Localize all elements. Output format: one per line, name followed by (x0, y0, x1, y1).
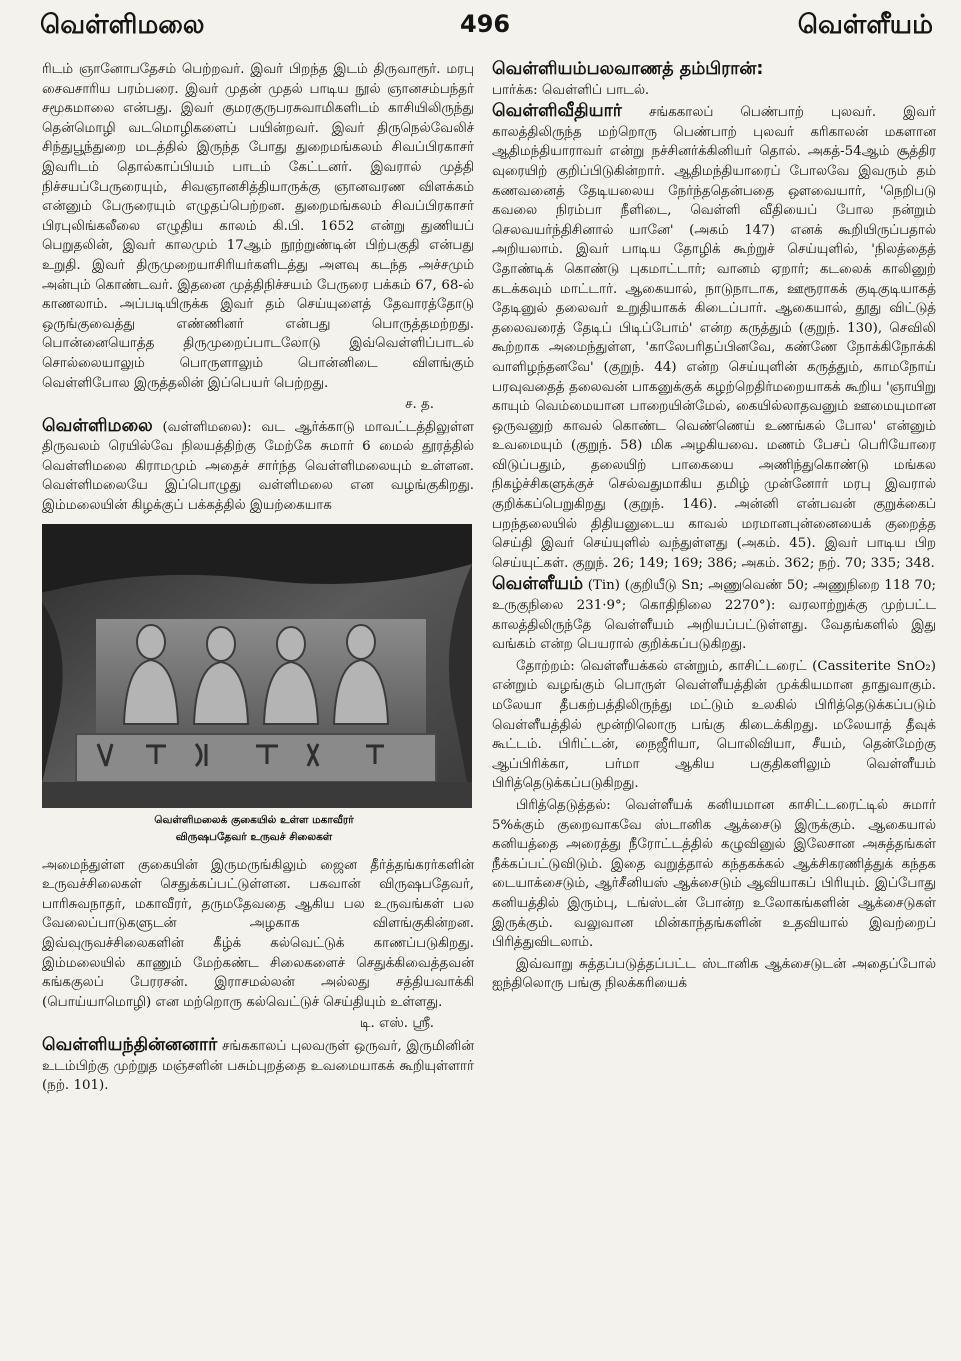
cave-sculpture-photo (42, 524, 472, 808)
entry-text: (வள்ளிமலை): வட ஆர்க்காடு மாவட்டத்திலுள்ள திருவலம் ரெயில்வே நிலயத்திற்கு மேற்கே சுமார் 6 மைல் தூரத்தில் வெள்ளிமலை கிராமமும் அதைச் சார்ந்த வெள்ளிமலையும் உள்ளன. வெள்ளிமலையே இப்பொழுது வள்ளிமலை என வழங்குகிறது. இம்மலையின் கிழக்குப் பக்கத்தில் இயற்கையாக (42, 419, 474, 514)
entry-text: (Tin) (குறியீடு Sn; அணுவெண் 50; அணுநிறை 118 70; உருகுநிலை 231·9°; கொதிநிலை 2270°): வரலாற்றுக்கு முற்பட்ட காலத்திலிருந்தே வெள்ளீயம் அறியப்பட்டுள்ளது. வேதங்களில் இது வங்கம் என்ற பெயரால் குறிக்கப்படுகிறது. (492, 578, 936, 653)
right-column (492, 60, 936, 1351)
paragraph-extraction: பிரித்தெடுத்தல்: வெள்ளீயக் கனியமான காசிட்டரைட்டில் சுமார் 5%க்கும் குறைவாகவே ஸ்டானிக ஆக்சைடு இருக்கும். ஆகையால் கனியத்தை அரைத்து நீரோட்டத்தில் கழுவினுல் இலேசான அசுத்தங்கள் நீக்கப்பட்டுவிடும். இதை வறுத்தால் கந்தகக்கல் ஆக்சிகரணித்துக் கந்தக டையாக்சைடும், ஆர்சீனியஸ் ஆக்சைடும் ஆவியாகப் பிரியும். இப்போது கனியத்தில் இரும்பு, டங்ஸ்டன் போன்ற உலோகங்களின் ஆக்சைடுகள் இருக்கும். வலுவான மின்காந்தங்களின் உதவியால் இவற்றைப் பிரித்துவிடலாம். (492, 797, 936, 951)
page-number: 496 (460, 10, 511, 38)
entry-text: சங்ககாலப் புலவருள் ஒருவர், இருமினின் உடம்பிற்கு முற்றுத மஞ்சளின் பசும்புறத்தை உவமையாகக் கூறியுள்ளார் (நற். 101). (42, 1039, 474, 1094)
entry-vellividhiyar (492, 102, 936, 573)
entry-cave-description (42, 856, 474, 1013)
entry-headword: வெள்ளியந்தின்னனார் (42, 1035, 218, 1055)
figure-caption-line1: வெள்ளிமலைக் குகையில் உள்ள மகாவீரர் (154, 813, 354, 826)
author-signature: டி. எஸ். ஸ்ரீ. (359, 1016, 434, 1032)
entry-headword: வெள்ளிவீதியார் (492, 101, 622, 122)
entry-velliyanthinnanar (42, 1036, 474, 1096)
left-column (42, 60, 474, 1351)
figure-caption (42, 812, 472, 846)
entry-velliyam-tin (492, 575, 936, 654)
entry-vellimalai (42, 417, 474, 516)
entry-text: ரிடம் ஞானோபதேசம் பெற்றவர். இவர் பிறந்த இடம் திருவாரூர். மரபு சைவசாரிய பரம்பரை. இவர் முதன் முதல் பாடிய நூல் ஞானசம்பந்தர் சமூகமாலை என்பது. இவர் குமரகுருபரசுவாமிகளிடம் காசியிலிருந்து தென்மொழி வடமொழிகளைப் பயின்றவர். இவர் திருநெல்வேலிச் சிந்துபூந்துறை மடத்தில் இருந்த போது துறைமங்கலம் சிவப்பிரகாசர் இவரிடம் தொல்காப்பியம் பாடம் கேட்டனர். இவரால் முத்தி நிச்சயப்பேருரையும், சிவஞானசித்தியாருக்கு ஞானவரண விளக்கம் என்னும் பேருரையும் எழுதப்பெற்றன. துறைமங்கலம் சிவப்பிரகாசர் பிரபுலிங்கலீலை எழுதிய காலம் கி.பி. 1652 என்று துணியப் பெறுதலின், இவர் காலமும் 17ஆம் நூற்றுண்டின் பிற்பகுதி என்பது உறுதி. இவர் திருமுறையாசிரியர்களிடத்து அளவு கடந்த அச்சமும் அன்பும் கொண்டவர். இதனை முத்திநிச்சயம் பேருரை பக்கம் 67, 68-ல் காணலாம். அப்படியிருக்க இவர் தம் செய்யுளைத் தேவாரத்தோடு ஒருங்குவைத்து எண்ணினர் என்பது பொருத்தமற்றது. பொன்னையொத்த திருமுறைப்பாடலோடு இவ்வெள்ளிப்பாடல் சொல்லையாலும் பொருளாலும் பொன்னிடை விளங்கும் வெள்ளிபோல இருத்தலின் இப்பெயர் பெற்றது. (42, 62, 474, 391)
entry-headword: வெள்ளியம்பலவாணத் தம்பிரான்: (492, 60, 764, 79)
entry-velliyambalavana (492, 60, 936, 100)
cave-sculpture-figure (42, 524, 472, 846)
entry-text: சங்ககாலப் பெண்பாற் புலவர். இவர் காலத்திலிருந்த மற்றொரு பெண்பாற் புலவர் கரிகாலன் மகளான ஆதிமந்தியாராவர் என்று நச்சினர்க்கினியர் தொல். அகத்-54ஆம் சூத்திர வுரையிற் குறிப்பிடுகின்றார். ஆதிமந்தியாரைப் போலவே இவரும் தம் கணவனைத் தேடியலைய நேர்ந்ததென்பதை ஔவையார், 'நெறிபடு கவலை நிரம்பா நீளிடை, வெள்ளி வீதியைப் போல நன்றும் செலவயர்ந்திசினால் யானே' (அகம் 147) எனக் கூறியிருப்பதால் அறியலாம். இவர் பாடிய தோழிக் கூற்றுச் செய்யுளில், 'நிலத்தைத் தோண்டிக் கொண்டு புகமாட்டார்; வானம் ஏறார்; கடலைக் காலினுற் கடக்கவும் மாட்டார். ஆகையால், நாடுநாடாக, ஊரூராகக் குடிகுடியாகத் தேடினுல் தலைவர் உறுதியாகக் கிடைப்பார். ஆகையால், தூது விட்டுத் தலைவரைத் தேடிப் பிடிப்போம்' என்ற கருத்தும் (குறுந். 130), செவிலி கூற்றாக அமைந்துள்ள, 'காலேபரிதப்பினவே, கண்ணே நோக்கிநோக்கி வாளிழந்தனவே' (குறுந். 44) என்ற செய்யுளின் கருத்தும், காமநோய் பரவுவதைத் தலைவன் பாகனுக்குக் கழற்றெதிர்மறையாகக் கூறிய 'ஞாயிறு காயும் வெம்மையான பாறையின்மேல், கையில்லாதவனும் ஊமையுமான ஒருவனுற் காவல் கொண்ட வெண்ணெய் உணங்கல் போல' என்னும் உவமையும் (குறுந். 58) மிக அழகியவை. மணம் பேசப் பெரியோரை விடுப்பதும், தலையிற் பாகையை அணிந்துகொண்டு மங்கல நிகழ்ச்சிகளுக்குச் செல்வதுமாகிய தமிழ் முன்னோர் மரபு இவரால் குறிக்கப்பெறுகிறது (குறுந். 146). அன்னி என்பவன் குறுக்கைப் பறந்தலையில் திதியனுடைய காவல் மரமானபுன்னையைக் குறைத்த செய்தி இவர் செய்யுளில் வந்துள்ளது (அகம். 45). இவர் பாடிய பிற செய்யுட்கள். குறுந். 26; 149; 169; 386; அகம். 362; நற். 70; 335; 348. (492, 105, 936, 571)
entry-text: பார்க்க: வெள்ளிப் பாடல். (492, 82, 650, 98)
entry-continuation (42, 60, 474, 393)
header-right-title: வெள்ளீயம் (797, 10, 933, 40)
figure-caption-line2: விருஷபதேவர் உருவச் சிலைகள் (175, 830, 333, 843)
entry-headword: வெள்ளீயம் (492, 574, 584, 595)
entry-headword: வெள்ளிமலை (42, 415, 153, 436)
paragraph-ore: தோற்றம்: வெள்ளீயக்கல் என்றும், காசிட்டரைட் (Cassiterite SnO₂) என்றும் வழங்கும் பொருள் வெள்ளீயத்தின் முக்கியமான தாதுவாகும். மலேயா தீபகற்பத்திலிருந்து மட்டும் உலகில் பிரித்தெடுக்கப்படும் வெள்ளீயத்தில் மூன்றிலொரு பங்கு கிடைக்கிறது. மலேயாத் தீவுக் கூட்டம். பிரிட்டன், நைஜீரியா, பொலிவியா, சீயம், தென்மேற்கு ஆப்பிரிக்கா, பர்மா ஆகிய பகுதிகளிலும் வெள்ளீயம் பிரித்தெடுக்கப்படுகிறது. (492, 658, 936, 792)
header-left-title: வெள்ளிமலை (40, 10, 205, 40)
entry-text: அமைந்துள்ள குகையின் இருமருங்கிலும் ஜைன தீர்த்தங்கரர்களின் உருவச்சிலைகள் செதுக்கப்பட்டுள்ளன. பகவான் விருஷபதேவர், பாரிசுவநாதர், மகாவீரர், தருமதேவதை ஆகிய பல உருவங்கள் பல வேலைப்பாடுகளுடன் அழகாக விளங்குகின்றன. இவ்வுருவச்சிலைகளின் கீழ்க் கல்வெட்டுக் காணப்படுகிறது. இம்மலையில் காணும் மேற்கண்ட சிலைகளைச் செதுக்கிவைத்தவன் கங்ககுலப் பேரரசன். இராசமல்லன் அல்லது சத்தியவாக்கி (பொய்யாமொழி) என மற்றொரு கல்வெட்டுச் செய்தியும் உள்ளது. (42, 857, 474, 1010)
author-signature: ச. த. (405, 397, 434, 413)
running-header (40, 10, 933, 50)
paragraph-continuation: இவ்வாறு சுத்தப்படுத்தப்பட்ட ஸ்டானிக ஆக்சைடுடன் அதைப்போல் ஐந்திலொரு பங்கு நிலக்கரியைக் (492, 956, 936, 992)
